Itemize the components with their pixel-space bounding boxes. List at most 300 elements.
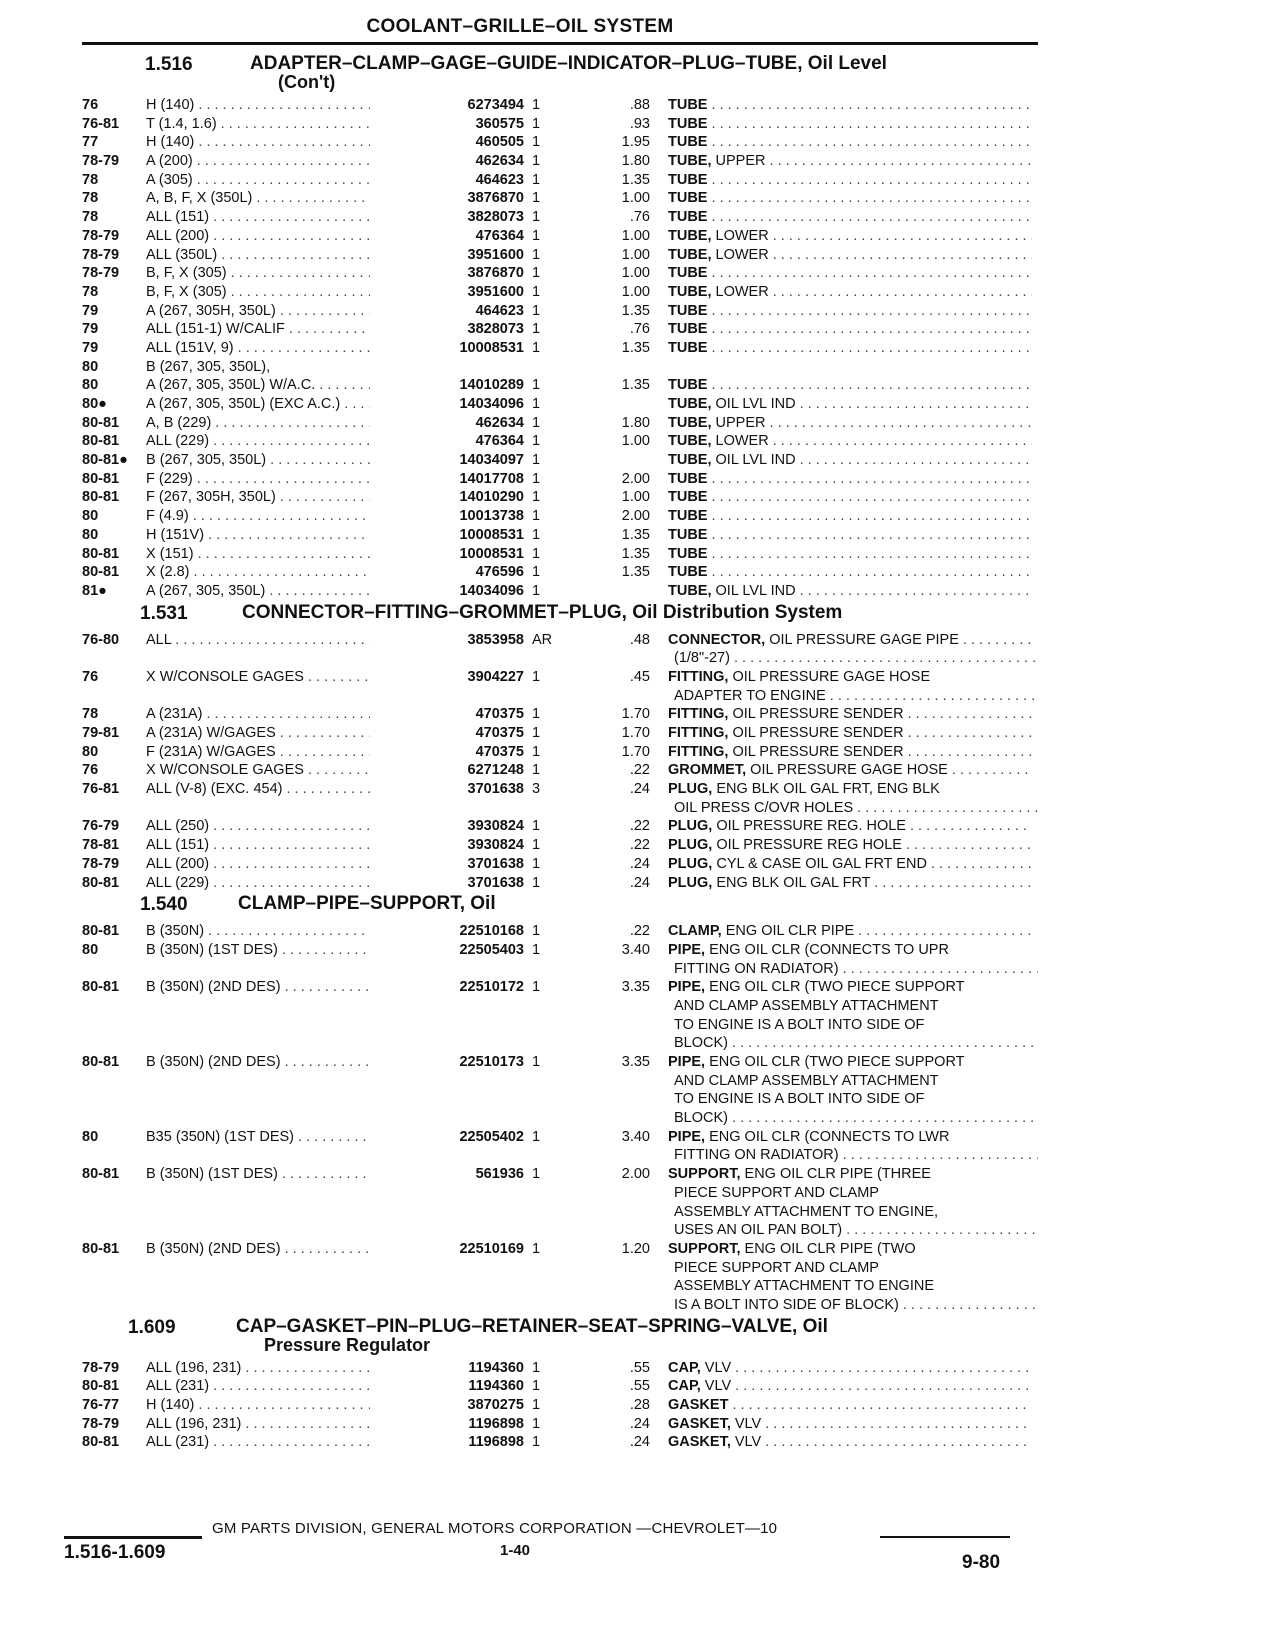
model-year: 78 <box>82 171 99 188</box>
part-row <box>0 470 1280 489</box>
quantity: 1 <box>532 1434 541 1451</box>
part-row <box>0 705 1280 724</box>
description-keyword: TUBE, <box>668 283 712 300</box>
model-engine: ALL (350L) . . . <box>146 246 412 265</box>
model-engine: A (267, 305, 350L) W/A.C. . . . <box>146 376 412 395</box>
part-description <box>668 115 1032 134</box>
quantity: 3 <box>532 781 541 798</box>
description-keyword: TUBE <box>668 470 708 487</box>
part-description <box>668 227 1032 246</box>
model-year: 78 <box>82 283 99 300</box>
part-row <box>0 668 1280 687</box>
price: .48 <box>629 631 650 648</box>
part-description <box>668 997 1038 1016</box>
description-continuation-row <box>0 687 1280 706</box>
part-description <box>668 1396 1032 1415</box>
description-keyword: FITTING, <box>668 743 729 760</box>
price: 1.00 <box>621 283 650 300</box>
description-continuation-row <box>0 997 1280 1016</box>
description-text: VLV <box>700 1378 732 1395</box>
footer-publisher: GM PARTS DIVISION, GENERAL MOTORS CORPORATION —CHEVROLET—10 <box>212 1520 778 1537</box>
model-engine: ALL (196, 231) . . . <box>146 1415 412 1434</box>
part-description <box>668 1277 1038 1296</box>
part-number: 10008531 <box>370 339 524 358</box>
model-year: 76-77 <box>82 1397 120 1413</box>
quantity: 1 <box>532 134 541 151</box>
description-text: ENG OIL CLR PIPE (THREE <box>740 1166 931 1183</box>
quantity: 1 <box>532 265 541 282</box>
price: .76 <box>629 321 650 338</box>
part-description <box>668 507 1032 526</box>
price: 1.00 <box>621 246 650 263</box>
model-engine: H (140) . . . <box>146 1396 412 1415</box>
description-keyword: GASKET, <box>668 1434 731 1451</box>
price: .76 <box>629 209 650 226</box>
price: 3.40 <box>621 941 650 958</box>
part-description <box>668 1359 1032 1378</box>
quantity: 1 <box>532 153 541 170</box>
model-year: 80-81 <box>82 489 120 506</box>
price: .93 <box>629 115 650 132</box>
quantity: 1 <box>532 302 541 319</box>
part-number: 476364 <box>370 227 524 246</box>
part-description <box>668 855 1032 874</box>
part-row <box>0 414 1280 433</box>
section-title-text: ADAPTER–CLAMP–GAGE–GUIDE–INDICATOR–PLUG–TUBE, Oil Level <box>250 53 887 74</box>
model-engine: A, B, F, X (350L) . . . <box>146 189 412 208</box>
model-year: 79 <box>82 302 99 319</box>
part-row <box>0 96 1280 115</box>
model-year: 78 <box>82 706 99 723</box>
part-description <box>668 246 1032 265</box>
description-text: OIL PRESSURE SENDER <box>728 706 904 723</box>
quantity: 1 <box>532 470 541 487</box>
quantity: 1 <box>532 874 541 891</box>
model-year: 80-81 <box>82 564 120 581</box>
part-number: 10008531 <box>370 545 524 564</box>
part-description <box>668 978 1032 997</box>
part-description <box>668 724 1032 743</box>
description-keyword: PLUG, <box>668 818 713 835</box>
part-number: 1194360 <box>370 1359 524 1378</box>
part-row <box>0 488 1280 507</box>
description-text: ENG OIL CLR PIPE (TWO <box>740 1240 916 1257</box>
model-engine: F (4.9) . . . <box>146 507 412 526</box>
quantity: 1 <box>532 923 541 940</box>
part-description <box>668 649 1038 668</box>
part-description <box>668 376 1032 395</box>
quantity: 1 <box>532 171 541 188</box>
part-row <box>0 743 1280 762</box>
quantity: 1 <box>532 706 541 723</box>
part-row <box>0 1415 1280 1434</box>
part-description <box>668 631 1032 650</box>
part-row <box>0 563 1280 582</box>
part-row <box>0 264 1280 283</box>
model-year: 80 <box>82 377 99 394</box>
model-year: 80 <box>82 1128 99 1145</box>
part-number: 3701638 <box>370 874 524 893</box>
description-text: LOWER <box>711 433 769 450</box>
model-engine: ALL (151V, 9) . . . <box>146 339 412 358</box>
section-number: 1.609 <box>128 1316 176 1338</box>
part-description <box>668 743 1032 762</box>
description-text: OIL PRESSURE REG HOLE <box>712 837 902 854</box>
quantity: 1 <box>532 433 541 450</box>
model-engine: ALL (151-1) W/CALIF . . . <box>146 320 412 339</box>
description-keyword: TUBE <box>668 526 708 543</box>
description-keyword: PIPE, <box>668 941 706 958</box>
part-description <box>668 133 1032 152</box>
description-text: PIECE SUPPORT AND CLAMP <box>674 1184 879 1201</box>
part-description <box>668 526 1032 545</box>
part-description <box>668 705 1032 724</box>
footer-date: 9-80 <box>962 1552 1001 1573</box>
quantity: 1 <box>532 762 541 779</box>
description-keyword: TUBE <box>668 209 708 226</box>
model-year: 80-81 <box>82 1240 120 1257</box>
part-number: 360575 <box>370 115 524 134</box>
quantity: 1 <box>532 321 541 338</box>
description-text: ADAPTER TO ENGINE <box>674 687 826 704</box>
model-year: 76-81 <box>82 781 120 798</box>
description-text: ENG OIL CLR (TWO PIECE SUPPORT <box>705 979 965 996</box>
part-number: 1196898 <box>370 1433 524 1452</box>
price: .55 <box>629 1359 650 1376</box>
part-number: 22505402 <box>370 1128 524 1147</box>
description-text: IS A BOLT INTO SIDE OF BLOCK) <box>674 1296 899 1313</box>
part-description <box>668 152 1032 171</box>
part-number: 470375 <box>370 743 524 762</box>
part-number: 1196898 <box>370 1415 524 1434</box>
part-description <box>668 1377 1032 1396</box>
quantity: 1 <box>532 979 541 996</box>
part-row <box>0 115 1280 134</box>
model-engine: B (350N) (2ND DES) . . . <box>146 1053 412 1072</box>
footer-page-number: 1-40 <box>500 1542 531 1559</box>
price: 1.35 <box>621 339 650 356</box>
description-text: OIL PRESSURE GAGE HOSE <box>746 762 948 779</box>
part-description <box>668 1296 1038 1315</box>
part-description <box>668 1433 1032 1452</box>
section-title-text: CONNECTOR–FITTING–GROMMET–PLUG, Oil Distribution System <box>242 601 843 623</box>
part-number: 14034096 <box>370 582 524 601</box>
part-number: 3876870 <box>370 189 524 208</box>
model-engine: B, F, X (305) . . . <box>146 283 412 302</box>
description-keyword: FITTING, <box>668 668 729 685</box>
price: 1.00 <box>621 489 650 506</box>
part-description <box>668 1109 1038 1128</box>
description-keyword: PIPE, <box>668 979 706 996</box>
model-engine: A (231A) W/GAGES . . . <box>146 724 412 743</box>
model-engine: ALL (231) . . . <box>146 1433 412 1452</box>
model-year: 79-81 <box>82 725 120 741</box>
description-text: ENG OIL CLR (CONNECTS TO LWR <box>705 1128 950 1145</box>
part-number: 464623 <box>370 302 524 321</box>
description-text: PIECE SUPPORT AND CLAMP <box>674 1259 879 1276</box>
part-row <box>0 761 1280 780</box>
model-engine: B (350N) (2ND DES) . . . <box>146 1240 412 1259</box>
quantity: 1 <box>532 1359 541 1376</box>
part-number: 3904227 <box>370 668 524 687</box>
part-description <box>668 874 1032 893</box>
model-engine: X W/CONSOLE GAGES . . . <box>146 761 412 780</box>
quantity: 1 <box>532 941 541 958</box>
description-keyword: CONNECTOR, <box>668 631 766 648</box>
model-engine: ALL (229) . . . <box>146 432 412 451</box>
part-row <box>0 302 1280 321</box>
quantity: 1 <box>532 1378 541 1395</box>
price: .24 <box>629 1434 650 1451</box>
part-row <box>0 817 1280 836</box>
description-continuation-row <box>0 649 1280 668</box>
description-text: OIL PRESS C/OVR HOLES <box>674 799 854 816</box>
price: 2.00 <box>621 508 650 525</box>
model-year: 80-81 <box>82 1166 120 1183</box>
part-number: 460505 <box>370 133 524 152</box>
model-year: 81● <box>82 582 107 599</box>
price: 1.00 <box>621 227 650 244</box>
price: 1.80 <box>621 414 650 431</box>
description-keyword: TUBE, <box>668 227 712 244</box>
model-engine: A (305) . . . <box>146 171 412 190</box>
description-continuation-row <box>0 960 1280 979</box>
description-text: LOWER <box>711 283 769 300</box>
part-number: 14010289 <box>370 376 524 395</box>
part-description <box>668 320 1032 339</box>
part-number: 470375 <box>370 705 524 724</box>
part-row <box>0 1396 1280 1415</box>
section-number: 1.540 <box>140 894 188 916</box>
part-description <box>668 668 1032 687</box>
quantity: 1 <box>532 837 541 854</box>
model-engine: A (231A) . . . <box>146 705 412 724</box>
part-number: 3828073 <box>370 320 524 339</box>
quantity: 1 <box>532 1054 541 1070</box>
description-keyword: TUBE, <box>668 246 712 263</box>
quantity: 1 <box>532 1166 541 1183</box>
model-engine: A, B (229) . . . <box>146 414 412 433</box>
description-text: FITTING ON RADIATOR) <box>674 960 839 977</box>
model-year: 80 <box>82 941 99 958</box>
model-engine: H (140) . . . <box>146 96 412 115</box>
quantity: 1 <box>532 526 541 543</box>
description-keyword: TUBE <box>668 339 708 356</box>
description-continuation-row <box>0 1259 1280 1278</box>
price: 3.40 <box>621 1128 650 1145</box>
section-title <box>238 894 1018 913</box>
quantity: 1 <box>532 414 541 431</box>
part-number: 3951600 <box>370 246 524 265</box>
quantity: 1 <box>532 339 541 356</box>
part-description <box>668 761 1032 780</box>
price: 1.35 <box>621 545 650 562</box>
model-year: 78 <box>82 209 99 226</box>
price: 1.35 <box>621 526 650 543</box>
section-title <box>242 603 1022 622</box>
description-text: ASSEMBLY ATTACHMENT TO ENGINE <box>674 1278 934 1295</box>
price: .22 <box>629 818 650 835</box>
part-row <box>0 874 1280 893</box>
part-row <box>0 724 1280 743</box>
description-keyword: FITTING, <box>668 706 729 723</box>
price: 1.95 <box>621 134 650 151</box>
part-description <box>668 799 1038 818</box>
description-continuation-row <box>0 1184 1280 1203</box>
description-continuation-row <box>0 1296 1280 1315</box>
part-description <box>668 836 1032 855</box>
model-engine: B35 (350N) (1ST DES) . . . <box>146 1128 412 1147</box>
price: .88 <box>629 97 650 113</box>
price: .28 <box>629 1397 650 1413</box>
description-text: VLV <box>700 1359 732 1376</box>
quantity: 1 <box>532 1128 541 1145</box>
section-title <box>250 54 1030 92</box>
model-year: 80-81 <box>82 979 120 996</box>
part-row <box>0 227 1280 246</box>
model-year: 80 <box>82 526 99 543</box>
model-engine: X (2.8) . . . <box>146 563 412 582</box>
description-keyword: PIPE, <box>668 1054 706 1070</box>
part-description <box>668 264 1032 283</box>
part-row <box>0 1128 1280 1147</box>
price: .24 <box>629 781 650 798</box>
description-text: ENG BLK OIL GAL FRT, ENG BLK <box>712 781 940 798</box>
quantity: AR <box>532 631 553 648</box>
model-year: 76 <box>82 668 99 685</box>
part-number: 561936 <box>370 1165 524 1184</box>
part-description <box>668 563 1032 582</box>
description-text: LOWER <box>711 246 769 263</box>
part-number: 14034096 <box>370 395 524 414</box>
part-number: 22510172 <box>370 978 524 997</box>
description-text: ENG OIL CLR (TWO PIECE SUPPORT <box>705 1054 965 1070</box>
part-description <box>668 1240 1032 1259</box>
description-keyword: TUBE <box>668 508 708 525</box>
description-text: AND CLAMP ASSEMBLY ATTACHMENT <box>674 1072 939 1089</box>
part-description <box>668 922 1032 941</box>
description-text: LOWER <box>711 227 769 244</box>
price: 1.70 <box>621 725 650 741</box>
part-number: 3701638 <box>370 780 524 799</box>
model-engine: B, F, X (305) . . . <box>146 264 412 283</box>
quantity: 1 <box>532 115 541 132</box>
description-continuation-row <box>0 1109 1280 1128</box>
part-description <box>668 1034 1038 1053</box>
quantity: 1 <box>532 246 541 263</box>
quantity: 1 <box>532 564 541 581</box>
part-number: 6273494 <box>370 96 524 115</box>
model-year: 78-79 <box>82 1415 120 1432</box>
part-row <box>0 780 1280 799</box>
description-continuation-row <box>0 1146 1280 1165</box>
model-year: 76 <box>82 97 99 113</box>
model-engine: B (350N) (1ST DES) . . . <box>146 941 412 960</box>
model-engine: ALL (231) . . . <box>146 1377 412 1396</box>
model-engine: ALL (200) . . . <box>146 855 412 874</box>
price: .24 <box>629 874 650 891</box>
part-description <box>668 96 1032 115</box>
description-text: UPPER <box>711 153 766 170</box>
model-engine: H (140) . . . <box>146 133 412 152</box>
model-year: 77 <box>82 134 99 151</box>
description-keyword: TUBE, <box>668 452 712 469</box>
part-number: 464623 <box>370 171 524 190</box>
description-text: TO ENGINE IS A BOLT INTO SIDE OF <box>674 1091 925 1108</box>
part-row <box>0 1165 1280 1184</box>
description-text: OIL PRESSURE GAGE HOSE <box>728 668 931 685</box>
part-description <box>668 1072 1038 1091</box>
quantity: 1 <box>532 190 541 207</box>
section-number: 1.531 <box>140 602 188 624</box>
part-description <box>668 687 1038 706</box>
model-year: 80-81 <box>82 545 120 562</box>
model-year: 80● <box>82 396 107 412</box>
part-description <box>668 960 1038 979</box>
part-number: 462634 <box>370 152 524 171</box>
description-keyword: CAP, <box>668 1359 701 1376</box>
part-row <box>0 189 1280 208</box>
description-keyword: PIPE, <box>668 1128 706 1145</box>
model-engine: X W/CONSOLE GAGES . . . <box>146 668 412 687</box>
price: 1.80 <box>621 153 650 170</box>
description-continuation-row <box>0 1090 1280 1109</box>
part-number: 22505403 <box>370 941 524 960</box>
part-description <box>668 1053 1032 1072</box>
description-continuation-row <box>0 1221 1280 1240</box>
description-text: VLV <box>730 1434 762 1451</box>
description-text: TO ENGINE IS A BOLT INTO SIDE OF <box>674 1016 925 1033</box>
part-description <box>668 171 1032 190</box>
description-keyword: SUPPORT, <box>668 1166 741 1183</box>
section-number: 1.516 <box>145 54 193 75</box>
part-description <box>668 1203 1038 1222</box>
description-text: (1/8"-27) <box>674 650 730 667</box>
part-row <box>0 855 1280 874</box>
quantity: 1 <box>532 377 541 394</box>
part-number: 10008531 <box>370 526 524 545</box>
part-description <box>668 1259 1038 1278</box>
part-number: 6271248 <box>370 761 524 780</box>
part-row <box>0 358 1280 377</box>
part-row <box>0 582 1280 601</box>
model-year: 80-81 <box>82 1434 120 1451</box>
part-number: 14010290 <box>370 488 524 507</box>
model-year: 78-79 <box>82 153 120 170</box>
model-engine: ALL . . . <box>146 631 412 650</box>
part-row <box>0 376 1280 395</box>
description-text: ASSEMBLY ATTACHMENT TO ENGINE, <box>674 1203 939 1220</box>
part-row <box>0 208 1280 227</box>
model-year: 78-81 <box>82 837 120 854</box>
section-title-text: CAP–GASKET–PIN–PLUG–RETAINER–SEAT–SPRING–VALVE, Oil <box>236 1315 828 1337</box>
model-engine: F (267, 305H, 350L) . . . <box>146 488 412 507</box>
description-keyword: TUBE <box>668 171 708 188</box>
price: 2.00 <box>621 1166 650 1183</box>
model-year: 80-81 <box>82 1054 120 1070</box>
quantity: 1 <box>532 452 541 469</box>
part-row <box>0 133 1280 152</box>
price: 1.35 <box>621 564 650 581</box>
part-number: 3828073 <box>370 208 524 227</box>
part-row <box>0 922 1280 941</box>
part-row <box>0 631 1280 650</box>
price: 1.35 <box>621 377 650 394</box>
description-text: AND CLAMP ASSEMBLY ATTACHMENT <box>674 997 939 1014</box>
description-text: OIL LVL IND <box>711 396 796 412</box>
part-number: 3930824 <box>370 836 524 855</box>
description-text: OIL LVL IND <box>711 582 796 599</box>
